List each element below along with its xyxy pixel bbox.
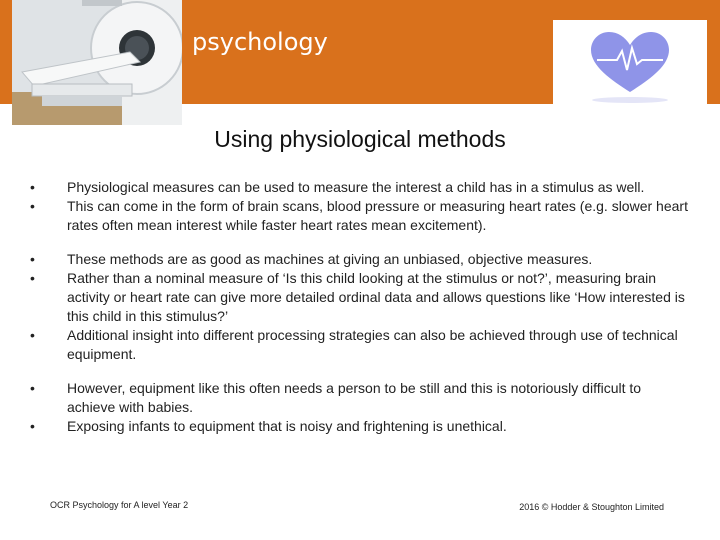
bullet-item: • Rather than a nominal measure of ‘Is this child looking at the stimulus or not?’, measuring brain activity or heart rate can give more detailed ordinal data and allows questions like ‘How interested is this child in this stimulus?’ (30, 269, 690, 326)
bullet-item: • Physiological measures can be used to measure the interest a child has in a stimulus as well. (30, 178, 690, 197)
bullet-item: • Additional insight into different processing strategies can also be achieved through use of technical equipment. (30, 326, 690, 364)
bullet-list (30, 178, 690, 436)
bullet-item: • However, equipment like this often needs a person to be still and this is notoriously difficult to achieve with babies. (30, 379, 690, 417)
bullet-item: • These methods are as good as machines at giving an unbiased, objective measures. (30, 250, 690, 269)
mri-scanner-photo (12, 0, 182, 125)
heart-logo-box (553, 20, 707, 104)
footer-right: 2016 © Hodder & Stoughton Limited (519, 502, 664, 512)
bullet-item: • Exposing infants to equipment that is noisy and frightening is unethical. (30, 417, 690, 436)
bullet-item: • This can come in the form of brain scans, blood pressure or measuring heart rates (e.g. slower heart rates often mean interest while faster heart rates mean excitement). (30, 197, 690, 235)
slide-title: Using physiological methods (214, 126, 506, 152)
header-title: psychology (192, 28, 328, 56)
heart-pulse-icon (553, 20, 707, 104)
footer-left: OCR Psychology for A level Year 2 (50, 500, 189, 510)
